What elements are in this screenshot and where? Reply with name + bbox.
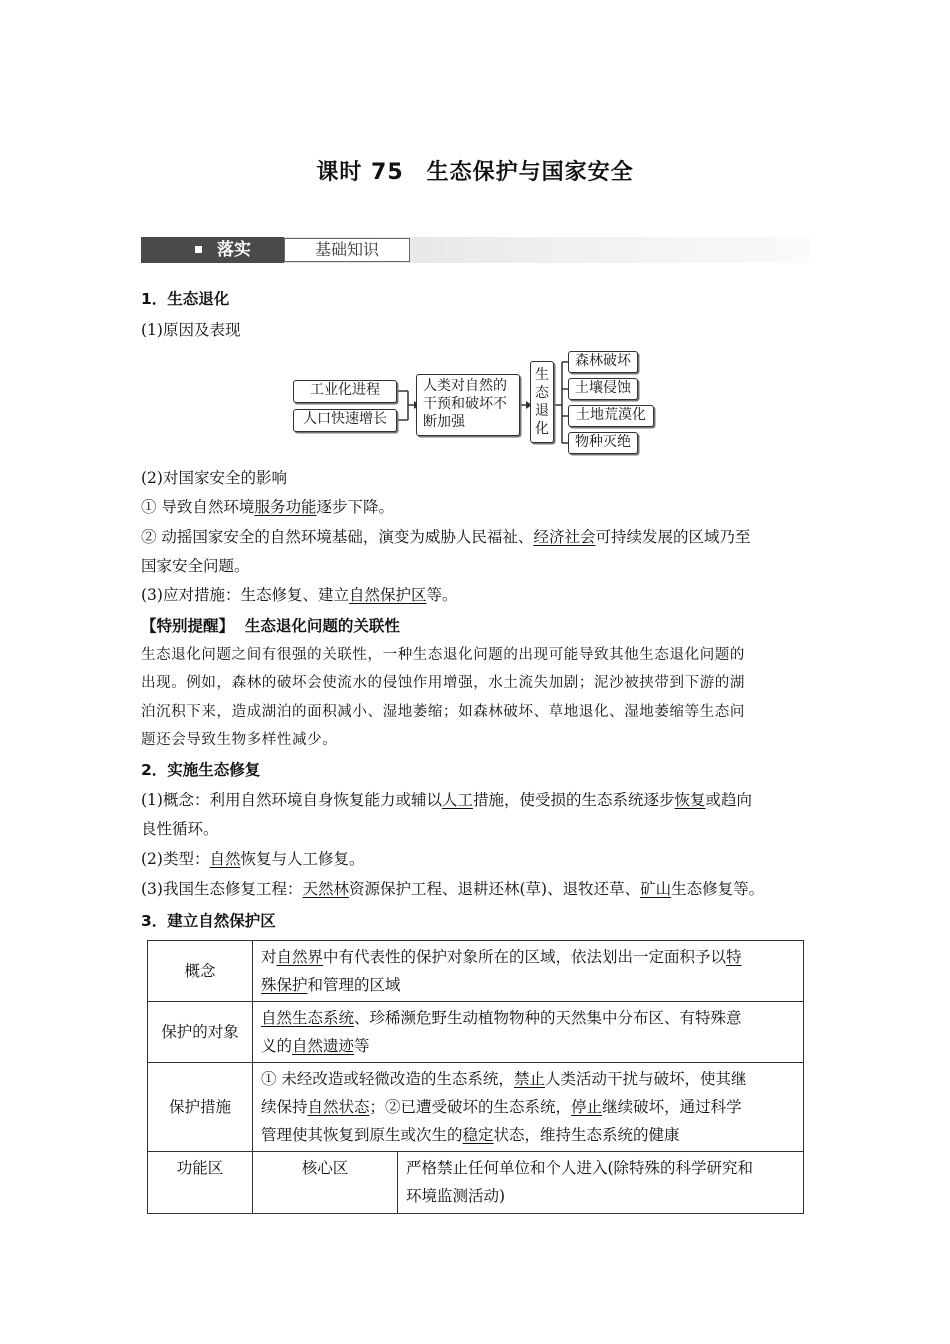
row-header: 保护的对象 <box>148 1002 253 1063</box>
s2-l2: (2)类型：自然恢复与人工修复。 <box>141 850 365 868</box>
reserve-table <box>147 940 804 1214</box>
table-row <box>148 1063 804 1152</box>
row-header: 功能区 <box>148 1152 253 1214</box>
row-header: 保护措施 <box>148 1063 253 1152</box>
tip-line-2: 出现。例如，森林的破坏会使流水的侵蚀作用增强，水土流失加剧；泥沙被挟带到下游的湖 <box>141 675 745 691</box>
s1-sub1: (1)原因及表现 <box>141 321 241 339</box>
s1-sub2: (2)对国家安全的影响 <box>141 469 287 487</box>
row-content: 自然生态系统、珍稀濒危野生动植物物种的天然集中分布区、有特殊意 义的自然遗迹等 <box>253 1002 804 1063</box>
center-box: 生 态 退 化 <box>530 361 554 443</box>
banner-right: 基础知识 <box>284 238 410 262</box>
section-banner <box>141 237 809 263</box>
cause-box-1: 工业化进程 <box>293 380 397 403</box>
result-box-1: 森林破坏 <box>568 351 638 373</box>
s1-sub3: (3)应对措施：生态修复、建立自然保护区等。 <box>141 586 458 604</box>
result-box-4: 物种灭绝 <box>568 432 638 454</box>
row-content: 严格禁止任何单位和个人进入(除特殊的科学研究和 环境监测活动) <box>398 1152 804 1214</box>
square-icon <box>195 246 202 253</box>
result-box-2: 土壤侵蚀 <box>568 378 638 400</box>
s2-l3: (3)我国生态修复工程：天然林资源保护工程、退耕还林(草)、退牧还草、矿山生态修复等。 <box>141 880 765 898</box>
tip-line-4: 题还会导致生物多样性减少。 <box>141 732 338 748</box>
s2-heading: 2．实施生态修复 <box>141 761 261 779</box>
s1-p2b: 国家安全问题。 <box>141 557 250 575</box>
table-row <box>148 1002 804 1063</box>
tip-line-3: 泊沉积下来，造成湖泊的面积减小、湿地萎缩；如森林破坏、草地退化、湿地萎缩等生态问 <box>141 704 745 720</box>
s2-l1: (1)概念：利用自然环境自身恢复能力或辅以人工措施，使受损的生态系统逐步恢复或趋向 <box>141 791 753 809</box>
tip-line-1: 生态退化问题之间有很强的关联性，一种生态退化问题的出现可能导致其他生态退化问题的 <box>141 647 745 663</box>
cause-box-2: 人口快速增长 <box>293 409 397 432</box>
s1-p1: ① 导致自然环境服务功能逐步下降。 <box>141 498 394 516</box>
s1-heading: 1．生态退化 <box>141 290 230 308</box>
row-content: ① 未经改造或轻微改造的生态系统，禁止人类活动干扰与破坏，使其继 续保持自然状态；②已遭受破坏的生态系统，停止继续破坏，通过科学 管理使其恢复到原生或次生的稳定状态，维持生态系统的健康 <box>253 1063 804 1152</box>
row-content: 对自然界中有代表性的保护对象所在的区域，依法划出一定面积予以特 殊保护和管理的区域 <box>253 941 804 1002</box>
s3-heading: 3．建立自然保护区 <box>141 912 276 930</box>
table-row <box>148 1152 804 1214</box>
table-row <box>148 941 804 1002</box>
tip-header: 【特别提醒】 生态退化问题的关联性 <box>141 617 400 635</box>
middle-box: 人类对自然的 干预和破坏不 断加强 <box>416 374 520 436</box>
result-box-3: 土地荒漠化 <box>568 405 654 427</box>
s1-p2: ② 动摇国家安全的自然环境基础，演变为威胁人民福祉、经济社会可持续发展的区域乃至 <box>141 528 751 546</box>
row-subheader: 核心区 <box>253 1152 398 1214</box>
page-title: 课时 75 生态保护与国家安全 <box>316 160 634 185</box>
s2-l1b: 良性循环。 <box>141 820 219 838</box>
row-header: 概念 <box>148 941 253 1002</box>
banner-left: 落实 <box>217 240 251 260</box>
